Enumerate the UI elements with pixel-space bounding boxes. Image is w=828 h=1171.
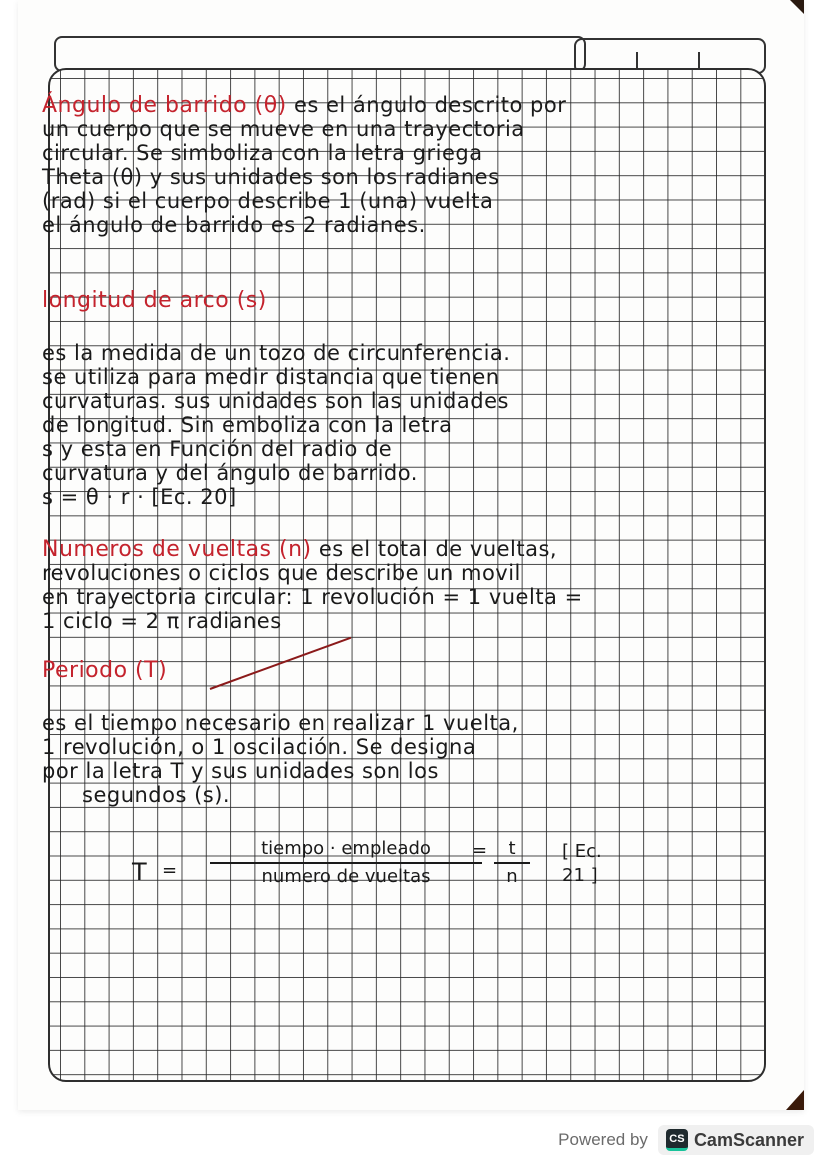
- note-line: (rad) si el cuerpo describe 1 (una) vuelta: [42, 189, 494, 213]
- equation-line: s = θ · r · [Ec. 20]: [42, 485, 237, 509]
- note-line: es el total de vueltas,: [318, 537, 558, 561]
- formula-equals: =: [162, 860, 178, 881]
- note-line: de longitud. Sin emboliza con la letra: [42, 413, 453, 437]
- camscanner-badge: [658, 1125, 814, 1155]
- formula-lhs: T: [132, 858, 147, 886]
- note-line: segundos (s).: [82, 783, 231, 807]
- note-line: el ángulo de barrido es 2 radianes.: [42, 213, 426, 237]
- formula-fraction-short: [494, 836, 530, 890]
- camscanner-logo-icon: CS: [666, 1129, 688, 1151]
- section-heading: Ángulo de barrido (θ): [42, 93, 287, 118]
- notebook-title-box: [54, 36, 586, 72]
- note-line: un cuerpo que se mueve en una trayectoria: [42, 117, 525, 141]
- section-heading: Periodo (T): [42, 658, 168, 683]
- formula-denominator: n: [506, 866, 518, 887]
- note-line: circular. Se simboliza con la letra griega: [42, 141, 483, 165]
- formula-fraction: [210, 836, 482, 890]
- note-line: revoluciones o ciclos que describe un movil: [42, 561, 521, 585]
- note-line: por la letra T y sus unidades son los: [42, 759, 439, 783]
- equation-ref-bottom: 21 ]: [562, 865, 598, 886]
- equation-reference: [562, 840, 602, 888]
- camscanner-brand: CamScanner: [693, 1129, 804, 1150]
- note-line: curvaturas. sus unidades son las unidades: [42, 389, 509, 413]
- section-angulo: [42, 94, 566, 117]
- note-line: Theta (θ) y sus unidades son los radianes: [42, 165, 500, 189]
- note-line: es el ángulo descrito por: [293, 93, 567, 117]
- period-formula: [132, 836, 692, 896]
- note-line: se utiliza para medir distancia que tienen: [42, 365, 500, 389]
- note-line: 1 revolución, o 1 oscilación. Se designa: [42, 735, 477, 759]
- formula-numerator: t: [508, 838, 516, 859]
- note-line: es la medida de un tozo de circunferencia.: [42, 341, 511, 365]
- note-line: es el tiempo necesario en realizar 1 vuelta,: [42, 711, 519, 735]
- page-corner-shadow: [790, 0, 804, 14]
- equation-ref-top: [ Ec.: [562, 841, 602, 862]
- formula-numerator: tiempo · empleado: [261, 838, 431, 859]
- formula-equals: =: [472, 840, 488, 861]
- note-line: en trayectoria circular: 1 revolución = 1 vuelta =: [42, 585, 583, 609]
- formula-denominator: numero de vueltas: [261, 866, 431, 887]
- camscanner-watermark: [558, 1122, 814, 1158]
- section-heading: Numeros de vueltas (n): [42, 537, 312, 562]
- note-line: curvatura y del ángulo de barrido.: [42, 461, 418, 485]
- note-line: s y esta en Función del radio de: [42, 437, 393, 461]
- note-line: 1 ciclo = 2 π radianes: [42, 609, 282, 633]
- powered-by-label: Powered by: [558, 1130, 648, 1149]
- page-corner-shadow: [786, 1090, 804, 1110]
- section-vueltas: [42, 538, 557, 561]
- section-heading: longitud de arco (s): [42, 288, 267, 313]
